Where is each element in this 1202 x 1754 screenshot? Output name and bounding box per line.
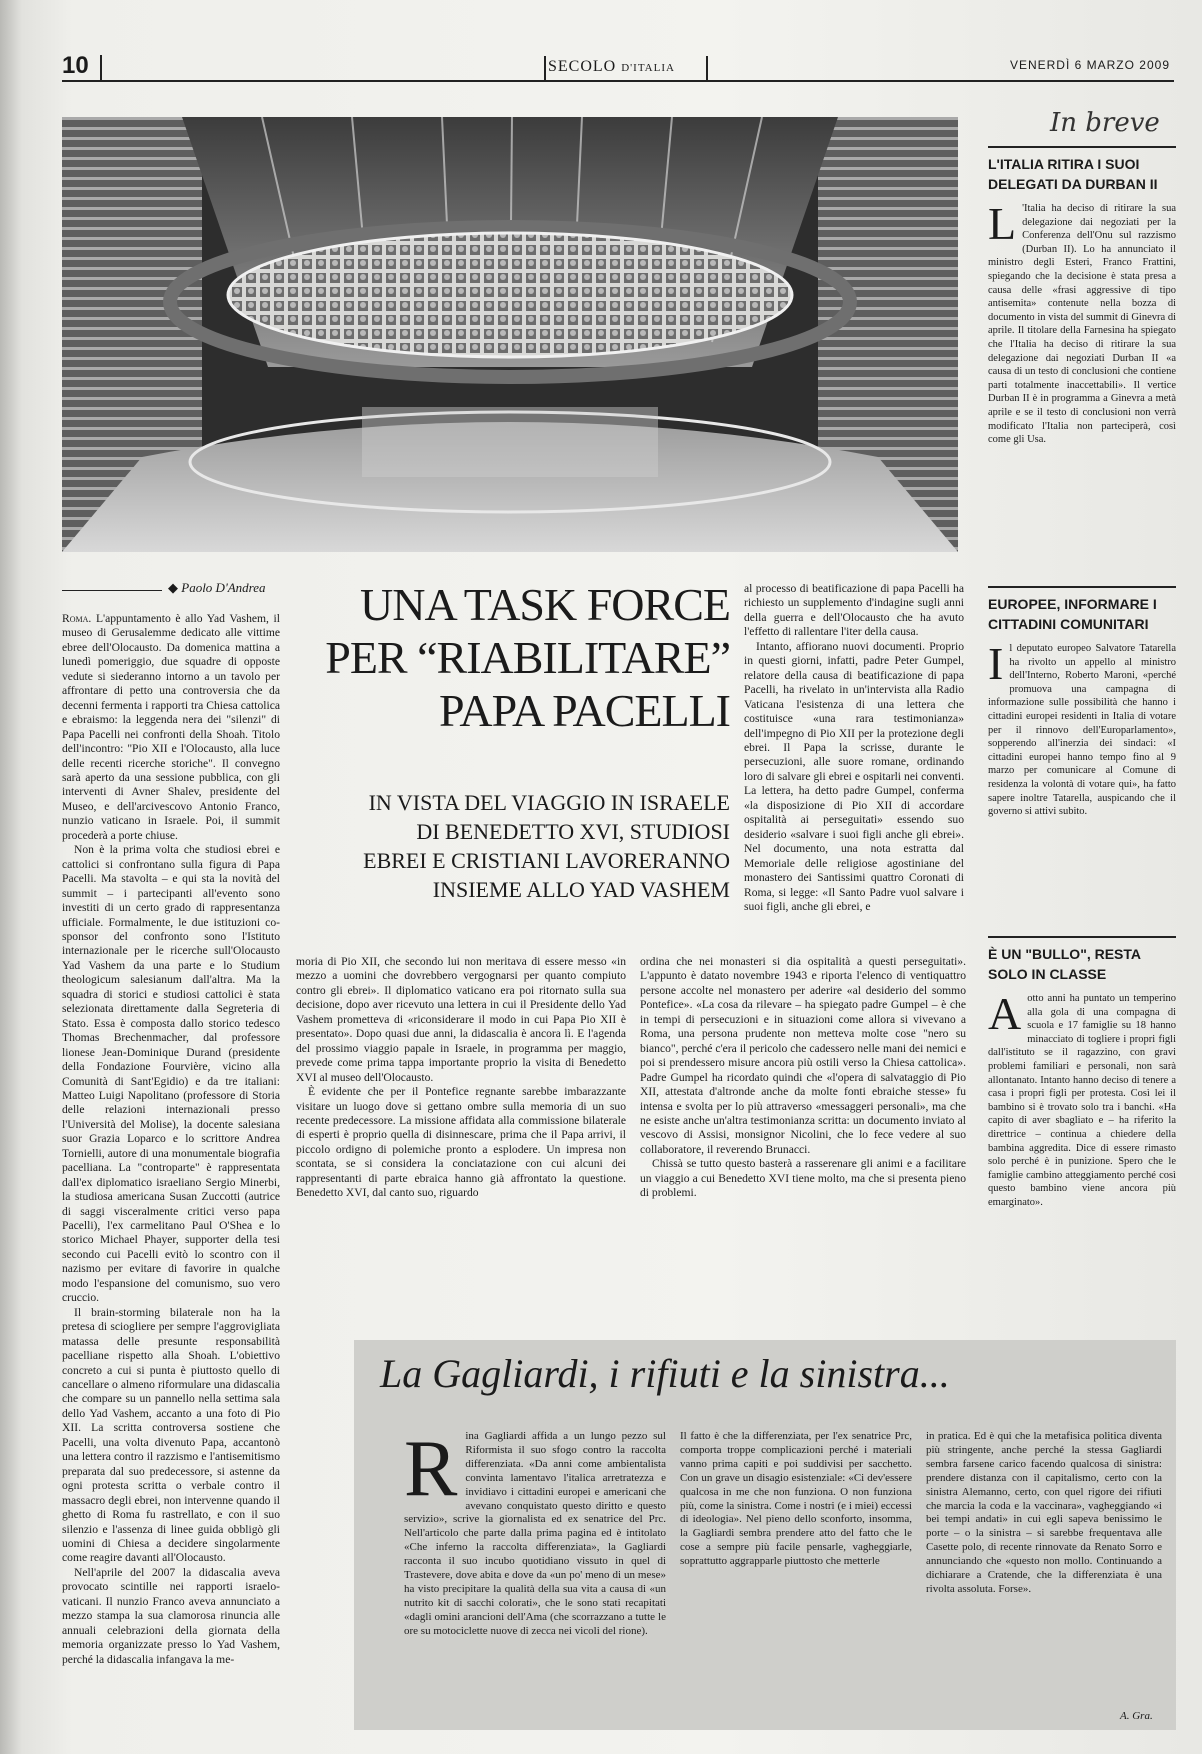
brief-bullo	[988, 936, 1176, 1336]
article-paragraph: Non è la prima volta che studiosi ebrei e cattolici si confrontano sulla figura di Papa Pacelli. Ma stavolta – e qui sta la novità del summit – i partecipanti all'evento sono investiti di un certo grado di rappresentanza ufficiale. Formalmente, le due istituzioni co-sponsor del confronto sono l'Istituto internazionale per le ricerche sull'Olocausto Yad Vashem da una parte e lo Studium theologicum salesianum dall'altra. Ma la squadra di storici e studiosi cattolici è stata selezionata direttamente dalla Segreteria di Stato. Essa è composta dallo storico tedesco Thomas Brechenmacher, dal professore lionese Jean-Dominique Durand (presidente della Fondazione Fourvière, vicino alla Comunità di Sant'Egidio) e da tre italiani: Matteo Luigi Napolitano (professore di Storia delle relazioni internazionali presso l'Università del Molise), la docente salesiana suor Grazia Loparco e lo scrittore Andrea Tornielli, autore di una monumentale biografia pacelliana. La "controparte" è rappresentata dall'ex diplomatico israeliano Sergio Minerbi, la studiosa americana Susan Zuccotti (autrice di saggi visceralmente critici verso papa Pacelli), l'ex carmelitano Paul O'Shea e lo storico Michael Phayer, supporter della tesi secondo cui Pacelli evitò lo scontro con il nazismo per evitare di favorire in qualche modo l'espansione del comunismo, suo vero cruccio.	[62, 843, 280, 1305]
commentary-column-3	[926, 1430, 1162, 1705]
masthead-subtitle: D'ITALIA	[621, 62, 675, 74]
article-column-3-top	[744, 582, 964, 952]
dateline: Roma.	[62, 612, 92, 625]
headline-line: UNA TASK FORCE	[360, 579, 730, 630]
header-divider	[100, 55, 102, 82]
brief-body: L 'Italia ha deciso di ritirare la sua delegazione dai negoziati per la Conferenza dell'Onu sul razzismo (Durban II). Lo ha annunciato il ministro degli Esteri, Franco Frattini, spiegando che la decisione è stata presa a causa delle «frasi aggressive di tipo antisemita» contenute nella bozza di documento in vista del summit di Ginevra di aprile. Il titolare della Farnesina ha spiegato che l'Italia ha deciso di ritirare la sua delegazione dai negoziati Durban II «a causa di un testo di conclusioni che contiene parti totalmente inaccettabili». Il vertice Durban II è in programma a Ginevra a metà aprile e se il testo di conclusioni non verrà modificato l'Italia non parteciperà, così come gli Usa.	[988, 202, 1176, 446]
subheadline-line: INSIEME ALLO YAD VASHEM	[432, 877, 730, 902]
masthead	[548, 58, 675, 76]
subheadline-line: DI BENEDETTO XVI, STUDIOSI	[416, 819, 730, 844]
commentary-dropcap: R	[404, 1430, 458, 1513]
brief-dropcap: I	[988, 642, 1004, 689]
brief-title: L'ITALIA RITIRA I SUOI DELEGATI DA DURBAN II	[988, 146, 1176, 194]
article-paragraph: ordina che nei monasteri si dia ospitalità a questi perseguitati». L'appunto è datato novembre 1943 e riporta l'elenco di ventiquattro persone accolte nel monastero per aderire «al desiderio del sommo Pontefice». «La cosa da rilevare – ha spiegato padre Gumpel – è che in tempi di persecuzioni e in situazioni come allora si vivevano a Roma, una persona prudente non metteva molte cose "nero su bianco", perché c'era il pericolo che cadessero nelle mani dei nemici e poi si prendessero misure ancora più ostili verso la Chiesa cattolica». Padre Gumpel ha ricordato quindi che «l'opera di salvataggio di Pio XII, attestata d'altronde anche da molte fonti ebraiche stesse» fu intensa e svolta per lo più attraverso «messaggeri personali», ma che ne esiste anche un'altra testimonianza scritta: un documento inviato al vescovo di Assisi, monsignor Nicolini, che lo fece vedere al suo collaboratore, il reverendo Brunacci.	[640, 955, 966, 1156]
article-column-2	[296, 955, 626, 1315]
article-paragraph: al processo di beatificazione di papa Pacelli ha richiesto un supplemento d'indagine sugli anni della guerra e dell'Olocausto che ha avuto l'effetto di rallentare l'iter della causa.	[744, 582, 964, 639]
yad-vashem-photo	[62, 117, 958, 552]
brief-body: Aotto anni ha puntato un temperino alla gola di una compagna di scuola e 17 famiglie su 18 hanno minacciato di togliere i propri figli dall'istituto se il ragazzino, con gravi problemi familiari e personali, non sarà allontanato. Intanto hanno deciso di tenere a casa i propri figli per protesta. Così lei il bambino si è trovato solo tra i banchi. «Ha capito di aver sbagliato e – ha riferito la direttrice – continua a chiedere della bambina aggredita. Dice di essere rimasto solo perché è in punizione. Spero che le famiglie cambino atteggiamento perché così questo bambino viene ancora più emarginato».	[988, 992, 1176, 1208]
subheadline	[290, 788, 730, 904]
commentary-column-1	[404, 1430, 666, 1720]
issue-date: VENERDÌ 6 MARZO 2009	[1009, 58, 1170, 72]
article-paragraph: moria di Pio XII, che secondo lui non meritava di essere messo «in mezzo a uomini che dovrebbero vergognarsi per quanto compiuto contro gli ebrei». Il diplomatico vaticano era poi ritornato sulla sua decisione, dopo aver ricevuto una lettera in cui il Presidente dello Yad Vashem prometteva di «riconsiderare il modo in cui Papa Pio XII è presentato». Dopo quasi due anni, la didascalia è ancora lì. E l'agenda del prossimo viaggio papale in Israele, in programma per maggio, prevede come prima tappa importante proprio la visita di Benedetto XVI al museo dell'Olocausto.	[296, 955, 626, 1084]
article-column-1	[62, 612, 280, 1732]
brief-dropcap: L	[988, 202, 1017, 249]
article-paragraph: Nell'aprile del 2007 la didascalia aveva provocato scintille nei rapporti israelo-vaticani. Il nunzio Franco aveva annunciato a mezzo stampa la sua clamorosa rinuncia alle annuali celebrazioni della giornata della memoria organizzate presso lo Yad Vashem, perché la didascalia infangava la me-	[62, 1565, 280, 1666]
commentary-paragraph: in pratica. Ed è qui che la metafisica politica diventa più stringente, anche perché la stessa Gagliardi sembra farsene carico facendo qualcosa di sinistra: prendere distanza con il capitalismo, certo con la sinistra Alemanno, certo, con quel rigore dei rifiuti che marcia la coda e la vaccinara», vagheggiando «i bei tempi andati» in cui egli sapeva benissimo le porte – o la sinistra – si sarebbe frequentava alle Casette polo, di recente rinnovate da Renato Sorro e annunciando che «questo non mollo. Continuando a dichiarare a Cratende, che la differenziata è una rivolta assoluta. Forse».	[926, 1430, 1162, 1595]
commentary-paragraph: Rina Gagliardi affida a un lungo pezzo sul Riformista il suo sfogo contro la raccolta differenziata. «Da anni come ambientalista convinta lamentavo l'italica arretratezza e invidiavo i cittadini europei e americani che avevano conquistato questo diritto e questo servizio», scrive la giornalista ed ex senatrice del Prc. Nell'articolo che parte dalla prima pagina ed è intitolato «Che inferno la raccolta differenziata», la Gagliardi racconta il suo incubo quotidiano vissuto in quel di Trastevere, dove abita e dove da «un po' meno di un mese» ha visto precipitare la qualità della sua vita a causa di «un nutrito kit di sacchi colorati», che le sono stati recapitati «dagli omini arancioni dell'Ama (che scorrazzano a tutte le ore su motociclette nuove di zecca nei vicoli del rione).	[404, 1430, 666, 1637]
article-paragraph: Il brain-storming bilaterale non ha la pretesa di sciogliere per sempre l'aggrovigliata matassa delle presunte responsabilità pacelliane rispetto alla Shoah. L'obiettivo concreto a cui si punta è piuttosto quello di cancellare o almeno riformulare una didascalia che compare su un pannello nella settima sala dello Yad Vashem, accanto a una foto di Pio XII. La scritta controversa sostiene che Pacelli, una volta divenuto Papa, accantonò una lettera contro il razzismo e l'antisemitismo preparata dal suo predecessore, si astenne da ogni protesta scritta o verbale contro il massacro degli ebrei, non intervenne quando il ghetto di Roma fu rastrellato, e con il suo silenzio e l'assenza di linee guida obbligò gli uomini di Chiesa a decidere singolarmente come reagire davanti all'Olocausto.	[62, 1305, 280, 1565]
masthead-title: SECOLO	[548, 58, 617, 75]
subheadline-line: IN VISTA DEL VIAGGIO IN ISRAELE	[368, 790, 730, 815]
author-rule	[62, 590, 162, 591]
in-breve-label: In breve	[1050, 108, 1160, 138]
headline	[290, 578, 730, 737]
article-paragraph: Intanto, affiorano nuovi documenti. Proprio in questi giorni, infatti, padre Peter Gumpel, relatore della causa di beatificazione di papa Pacelli, ha rivelato in un'intervista alla Radio Vaticana l'esistenza di una lettera che costituisce «una rara testimonianza» dell'impegno di Pio XII per la protezione degli ebrei. Il Papa la scrisse, durante le persecuzioni, alle suore romane, ordinando loro di salvare gli ebrei e ospitarli nei conventi. La lettera, ha detto padre Gumpel, conferma «la disposizione di Pio XII di accordare ospitalità ai perseguitati» essendo suo desiderio «salvare i suoi figli anche gli ebrei». Nel documento, una nota estratta dal Memoriale delle religiose agostiniane del monastero dei Santissimi quattro Coronati di Roma, si legge: «Il Santo Padre vuol salvare i suoi figli, anche gli ebrei, e	[744, 639, 964, 913]
brief-durban	[988, 146, 1176, 566]
brief-title: È UN "BULLO", RESTA SOLO IN CLASSE	[988, 936, 1176, 984]
headline-line: PAPA PACELLI	[439, 685, 730, 736]
article-paragraph: È evidente che per il Pontefice regnante sarebbe imbarazzante visitare un luogo dove si gettano ombre sulla memoria di un suo recente predecessore. La missione affidata alla commissione bilaterale di esperti è proprio quella di disinnescare, prima che il Papa arrivi, il piccolo ordigno di polemiche pronto a esplodere. Un impresa non scontata, se si considera la conciatazione con cui alcuni dei rappresentanti di parte ebraica hanno già affrontato la questione. Benedetto XVI, dal canto suo, riguardo	[296, 1085, 626, 1200]
yad-vashem-hall-of-names-photo-icon	[62, 117, 958, 552]
subheadline-line: EBREI E CRISTIANI LAVORERANNO	[363, 848, 730, 873]
commentary-signature: A. Gra.	[1120, 1710, 1153, 1722]
commentary-paragraph: Il fatto è che la differenziata, per l'ex senatrice Prc, comporta troppe complicazioni perché i materiali vanno prima capiti e poi suddivisi per sacchetto. Con un grave un disagio esistenziale: «Ci dev'essere qualcosa in me che non funziona. O non funziona più, come la sinistra. Come i nostri (e i miei) eccessi di ideologia». Nel pieno dello sconforto, insomma, la Gagliardi sembra prendere atto del fatto che le cose a sempre più facile pensarle, vagheggiarle, soprattutto aggrapparle piuttosto che metterle	[680, 1430, 912, 1568]
page-gutter	[0, 0, 22, 1754]
commentary-column-2	[680, 1430, 912, 1720]
brief-europee	[988, 586, 1176, 926]
brief-dropcap: A	[988, 992, 1022, 1039]
brief-body: Il deputato europeo Salvatore Tatarella ha rivolto un appello al ministro dell'Interno, Roberto Maroni, «perché promuova una campagna di informazione sulle possibilità che hanno i cittadini europei residenti in Italia di votare per il rinnovo dell'Europarlamento», sopperendo all'inerzia dei sindaci: «I cittadini europei hanno tempo fino al 9 marzo per comunicare al Comune di residenza la volontà di votare qui», ha fatto sapere inoltre Tatarella, auspicando che il governo si attivi subito.	[988, 642, 1176, 818]
page-number: 10	[62, 52, 89, 79]
commentary-title: La Gagliardi, i rifiuti e la sinistra...	[380, 1351, 950, 1396]
article-paragraph: Roma. L'appuntamento è allo Yad Vashem, il museo di Gerusalemme dedicato alle vittime ebree dell'Olocausto. Da domenica mattina a lunedì pomeriggio, due squadre di opposte vedute si siederanno intorno a un tavolo per affrontare di petto una controversia che da decenni fermenta i rapporti tra Chiesa cattolica e ebraismo: la leggenda nera dei "silenzi" di Papa Pacelli nei confronti della Shoah. Titolo dell'incontro: "Pio XII e l'Olocausto, alla luce delle recenti ricerche storiche". Il convegno sarà aperto da una sessione pubblica, con gli interventi di Avner Shalev, presidente del Museo, e dell'arcivescovo Antonio Franco, nunzio vaticano in Israele. Poi, il summit procederà a porte chiuse.	[62, 612, 280, 842]
headline-line: PER “RIABILITARE”	[325, 632, 730, 683]
header-rule	[62, 80, 1174, 82]
article-paragraph: Chissà se tutto questo basterà a rasserenare gli animi e a facilitare un viaggio a cui Benedetto XVI tiene molto, ma che si presenta pieno di problemi.	[640, 1157, 966, 1200]
brief-title: EUROPEE, INFORMARE I CITTADINI COMUNITARI	[988, 586, 1176, 634]
author-byline: ◆ Paolo D'Andrea	[168, 580, 266, 595]
article-column-3-bottom	[640, 955, 966, 1315]
